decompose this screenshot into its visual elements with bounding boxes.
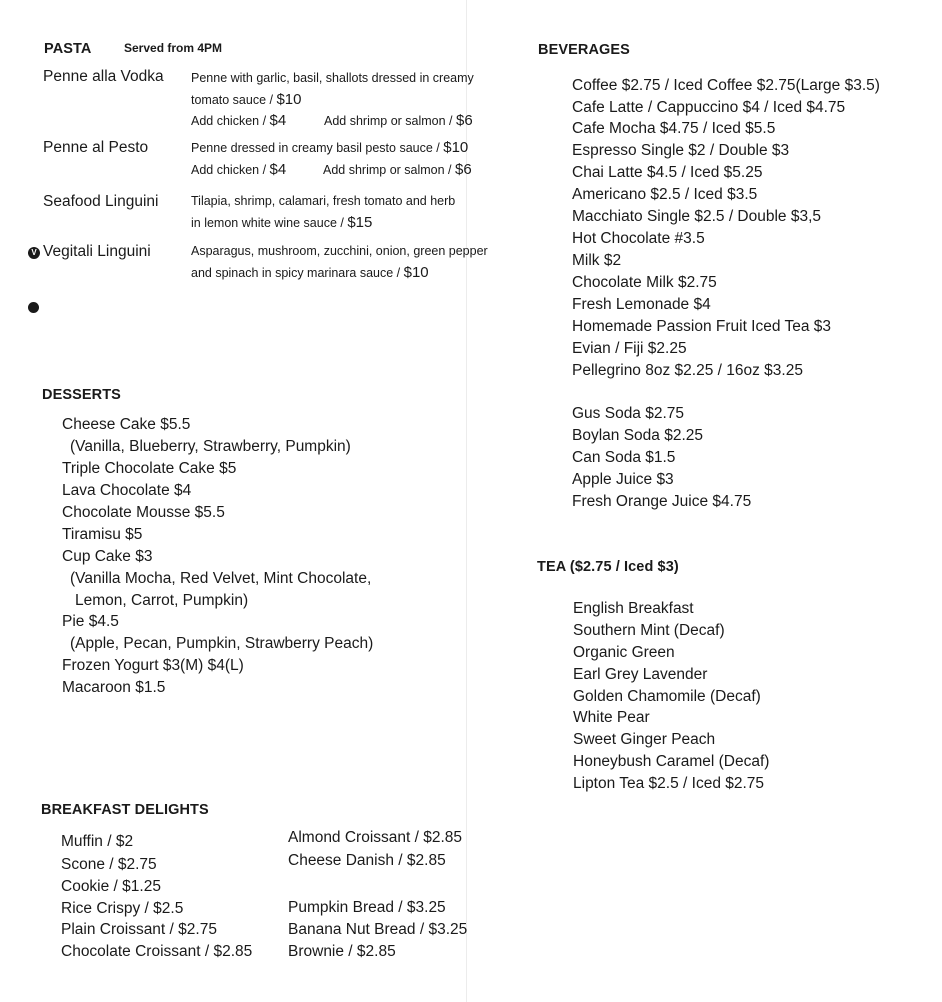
addon-text: Add shrimp or salmon / [323, 163, 455, 177]
desc-line [191, 89, 474, 111]
beverage-item: Chai Latte $4.5 / Iced $5.25 [572, 164, 763, 181]
dessert-options: Lemon, Carrot, Pumpkin) [75, 592, 249, 609]
dessert-item: Cheese Cake $5.5 [62, 416, 191, 433]
breakfast-item: Banana Nut Bread / $3.25 [288, 921, 468, 938]
beverage-item: Gus Soda $2.75 [572, 405, 685, 422]
pasta-item-name: Vegitali Linguini [43, 243, 151, 260]
addon-text: Add shrimp or salmon / [324, 114, 456, 128]
pasta-addon-chicken [191, 159, 286, 181]
dessert-options: (Vanilla Mocha, Red Velvet, Mint Chocolate, [70, 570, 372, 587]
dish-price: $15 [347, 214, 373, 231]
addon-price: $6 [455, 161, 472, 178]
dish-price: $10 [403, 264, 429, 281]
tea-item: Southern Mint (Decaf) [573, 622, 725, 639]
breakfast-item: Cheese Danish / $2.85 [288, 852, 446, 869]
beverage-item: Homemade Passion Fruit Iced Tea $3 [572, 318, 832, 335]
dessert-item: Pie $4.5 [62, 613, 119, 630]
beverage-item: Coffee $2.75 / Iced Coffee $2.75(Large $3.5) [572, 77, 880, 94]
addon-text: Add chicken / [191, 163, 270, 177]
dessert-item: Chocolate Mousse $5.5 [62, 504, 225, 521]
breakfast-item: Scone / $2.75 [61, 856, 157, 873]
tea-item: White Pear [573, 709, 650, 726]
desc-text: Penne dressed in creamy basil pesto sauce / [191, 141, 444, 155]
pasta-item-name: Seafood Linguini [43, 193, 159, 210]
dessert-item: Triple Chocolate Cake $5 [62, 460, 237, 477]
addon-text: Add chicken / [191, 114, 270, 128]
breakfast-item: Cookie / $1.25 [61, 878, 161, 895]
tea-item: Lipton Tea $2.5 / Iced $2.75 [573, 775, 765, 792]
dessert-item: Macaroon $1.5 [62, 679, 166, 696]
dish-price: $10 [443, 139, 469, 156]
desc-line: Asparagus, mushroom, zucchini, onion, green pepper [191, 244, 488, 258]
dessert-item: Frozen Yogurt $3(M) $4(L) [62, 657, 244, 674]
beverage-item: Milk $2 [572, 252, 622, 269]
pasta-addon-seafood [323, 159, 472, 181]
beverage-item: Pellegrino 8oz $2.25 / 16oz $3.25 [572, 362, 803, 379]
addon-price: $6 [456, 112, 473, 129]
vegetarian-icon: V [28, 247, 40, 259]
bullet-icon [28, 302, 39, 313]
breakfast-item: Rice Crispy / $2.5 [61, 900, 184, 917]
desc-line: Tilapia, shrimp, calamari, fresh tomato and herb [191, 194, 456, 208]
beverage-item: Macchiato Single $2.5 / Double $3,5 [572, 208, 822, 225]
dessert-options: (Apple, Pecan, Pumpkin, Strawberry Peach) [70, 635, 374, 652]
tea-item: Sweet Ginger Peach [573, 731, 716, 748]
desc-text: in lemon white wine sauce / [191, 216, 348, 230]
beverage-item: Fresh Lemonade $4 [572, 296, 711, 313]
breakfast-item: Almond Croissant / $2.85 [288, 829, 463, 846]
breakfast-heading: BREAKFAST DELIGHTS [41, 802, 209, 818]
beverage-item: Cafe Latte / Cappuccino $4 / Iced $4.75 [572, 99, 846, 116]
breakfast-item: Muffin / $2 [61, 833, 134, 850]
desc-line [191, 212, 455, 234]
pasta-item-name: Penne al Pesto [43, 139, 149, 156]
tea-item: Honeybush Caramel (Decaf) [573, 753, 770, 770]
tea-heading: TEA ($2.75 / Iced $3) [537, 559, 679, 575]
addon-price: $4 [269, 161, 287, 178]
desc-text: and spinach in spicy marinara sauce / [191, 266, 404, 280]
pasta-item-desc [191, 68, 474, 111]
beverage-item: Boylan Soda $2.25 [572, 427, 703, 444]
pasta-item-desc [191, 241, 488, 284]
beverages-heading: BEVERAGES [538, 42, 630, 58]
beverage-item: Fresh Orange Juice $4.75 [572, 493, 752, 510]
tea-item: Golden Chamomile (Decaf) [573, 688, 761, 705]
pasta-served-note: Served from 4PM [124, 41, 223, 55]
beverage-item: Cafe Mocha $4.75 / Iced $5.5 [572, 120, 776, 137]
pasta-addon-chicken [191, 110, 286, 132]
desc-line: Penne with garlic, basil, shallots dressed in creamy [191, 71, 474, 85]
breakfast-item: Plain Croissant / $2.75 [61, 921, 217, 938]
breakfast-item: Pumpkin Bread / $3.25 [288, 899, 446, 916]
beverage-item: Hot Chocolate #3.5 [572, 230, 705, 247]
dessert-item: Lava Chocolate $4 [62, 482, 192, 499]
desc-text: tomato sauce / [191, 93, 277, 107]
desc-line [191, 262, 488, 284]
dessert-item: Cup Cake $3 [62, 548, 153, 565]
dessert-options: (Vanilla, Blueberry, Strawberry, Pumpkin) [70, 438, 351, 455]
pasta-item-name: Penne alla Vodka [43, 68, 164, 85]
breakfast-item: Brownie / $2.85 [288, 943, 396, 960]
pasta-heading: PASTA [44, 41, 92, 57]
dish-price: $10 [276, 91, 302, 108]
tea-item: Organic Green [573, 644, 675, 661]
tea-item: English Breakfast [573, 600, 694, 617]
beverage-item: Chocolate Milk $2.75 [572, 274, 717, 291]
tea-item: Earl Grey Lavender [573, 666, 708, 683]
pasta-item-desc [191, 191, 455, 234]
beverage-item: Espresso Single $2 / Double $3 [572, 142, 790, 159]
beverage-item: Evian / Fiji $2.25 [572, 340, 687, 357]
addon-price: $4 [269, 112, 287, 129]
breakfast-item: Chocolate Croissant / $2.85 [61, 943, 253, 960]
pasta-item-desc [191, 137, 468, 159]
beverage-item: Americano $2.5 / Iced $3.5 [572, 186, 758, 203]
beverage-item: Apple Juice $3 [572, 471, 674, 488]
beverage-item: Can Soda $1.5 [572, 449, 676, 466]
pasta-addon-seafood [324, 110, 473, 132]
dessert-item: Tiramisu $5 [62, 526, 143, 543]
desserts-heading: DESSERTS [42, 387, 121, 403]
